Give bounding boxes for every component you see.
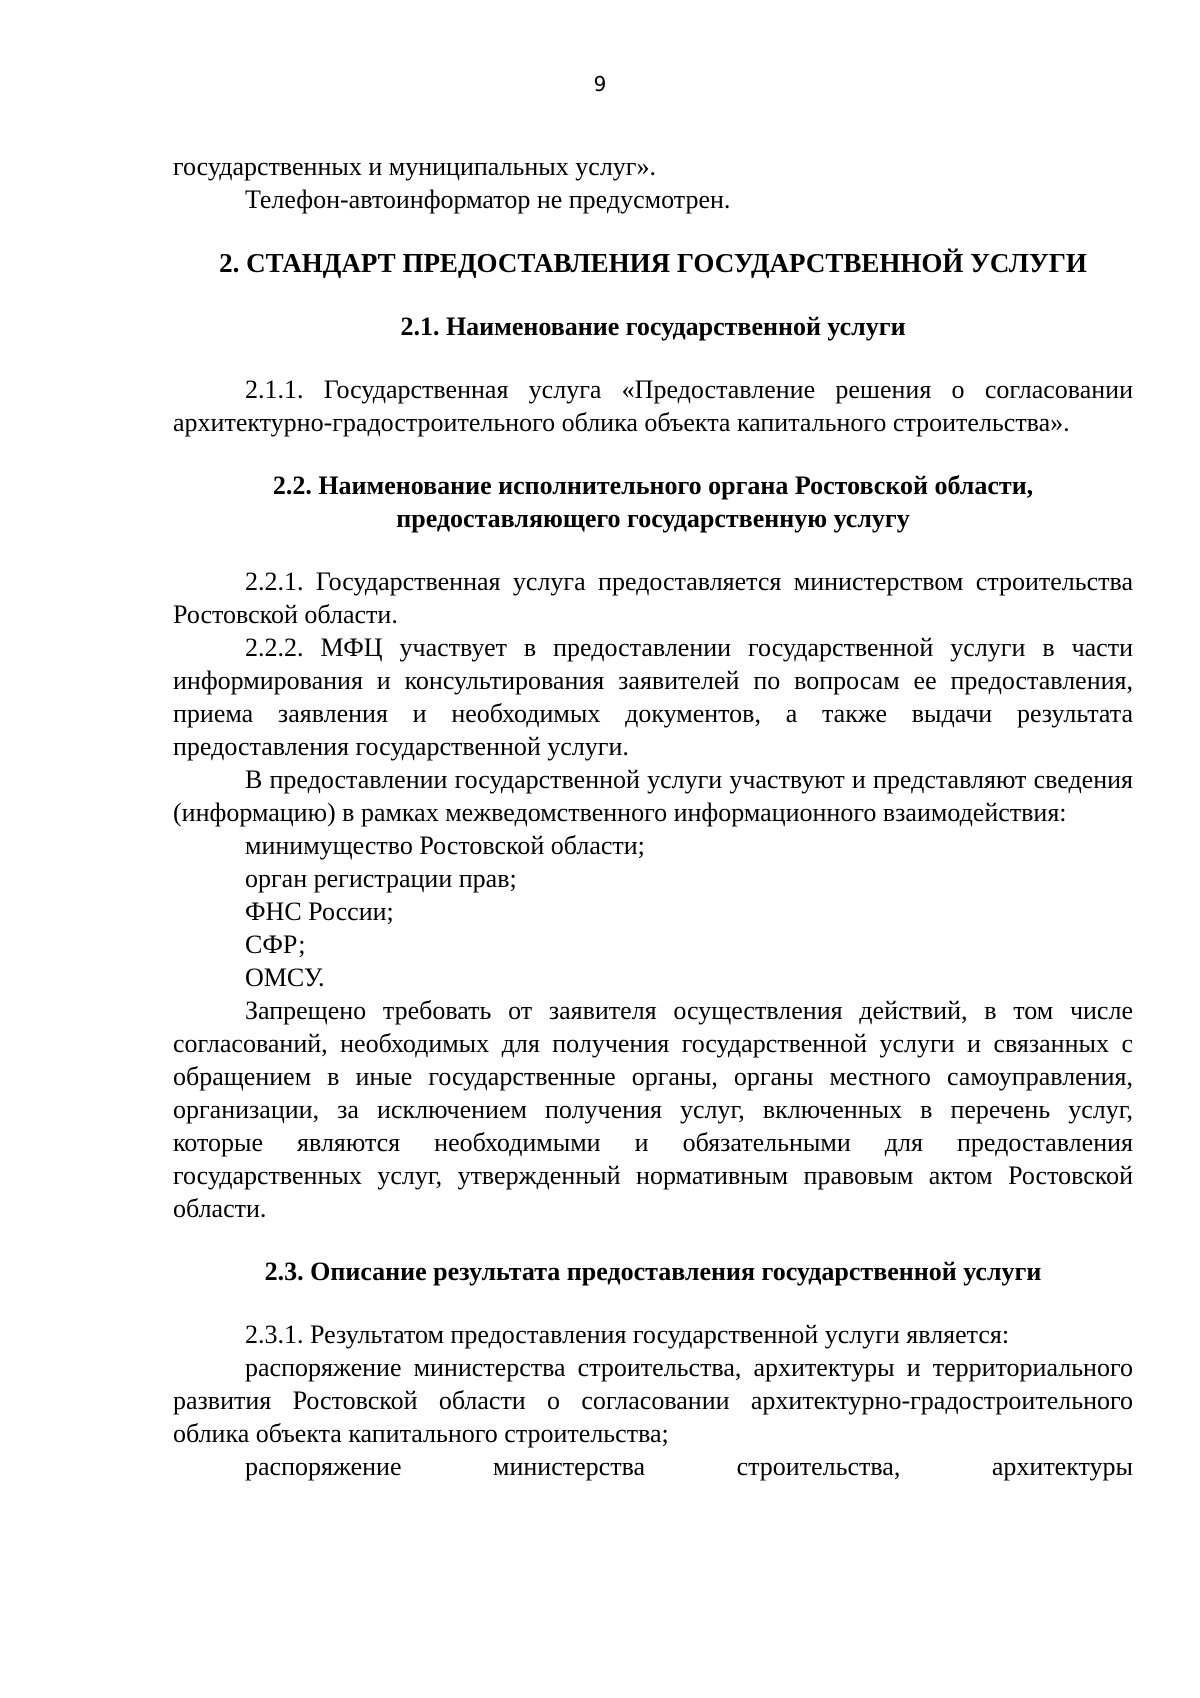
paragraph-result-1: распоряжение министерства строительства, архитектуры и территориального развития Ростовской области о согласовании архитектурно-градостроительного облика объекта капитального строительства;	[173, 1353, 1133, 1448]
list-item: орган регистрации прав;	[245, 864, 517, 893]
section-2-title: 2. СТАНДАРТ ПРЕДОСТАВЛЕНИЯ ГОСУДАРСТВЕННОЙ УСЛУГИ	[219, 248, 1087, 278]
section-2-1-title: 2.1. Наименование государственной услуги	[400, 312, 906, 341]
paragraph-2-2-1: 2.2.1. Государственная услуга предоставляется министерством строительства Ростовской области.	[173, 567, 1133, 629]
intro-line-2: Телефон-автоинформатор не предусмотрен.	[245, 185, 731, 214]
paragraph-participants: В предоставлении государственной услуги участвуют и представляют сведения (информацию) в рамках межведомственного информационного взаимодействия:	[173, 765, 1133, 827]
paragraph-2-2-2: 2.2.2. МФЦ участвует в предоставлении государственной услуги в части информирования и консультирования заявителей по вопросам ее предоставления, приема заявления и необходимых документов, а также выдачи результата предоставления государственной услуги.	[173, 633, 1133, 761]
page-number: 9	[593, 72, 607, 96]
paragraph-result-2: распоряжение министерства строительства, архитектуры	[245, 1452, 1133, 1481]
paragraph-2-1-1: 2.1.1. Государственная услуга «Предоставление решения о согласовании архитектурно-градостроительного облика объекта капитального строительства».	[173, 375, 1133, 437]
list-item: СФР;	[245, 930, 306, 959]
list-item: ФНС России;	[245, 897, 394, 926]
document-body	[173, 150, 1133, 1483]
list-item: минимущество Ростовской области;	[245, 831, 645, 860]
intro-line-1: государственных и муниципальных услуг».	[173, 152, 656, 181]
paragraph-2-3-1: 2.3.1. Результатом предоставления государственной услуги является:	[245, 1320, 1010, 1349]
section-2-2-title: 2.2. Наименование исполнительного органа Ростовской области, предоставляющего государственную услугу	[272, 471, 1034, 533]
section-2-3-title: 2.3. Описание результата предоставления государственной услуги	[264, 1257, 1042, 1286]
list-item: ОМСУ.	[245, 963, 325, 992]
paragraph-prohibition: Запрещено требовать от заявителя осуществления действий, в том числе согласований, необходимых для получения государственной услуги и связанных с обращением в иные государственные органы, органы местного самоуправления, организации, за исключением получения услуг, включенных в перечень услуг, которые являются необходимыми и обязательными для предоставления государственных услуг, утвержденный нормативным правовым актом Ростовской области.	[173, 996, 1133, 1223]
